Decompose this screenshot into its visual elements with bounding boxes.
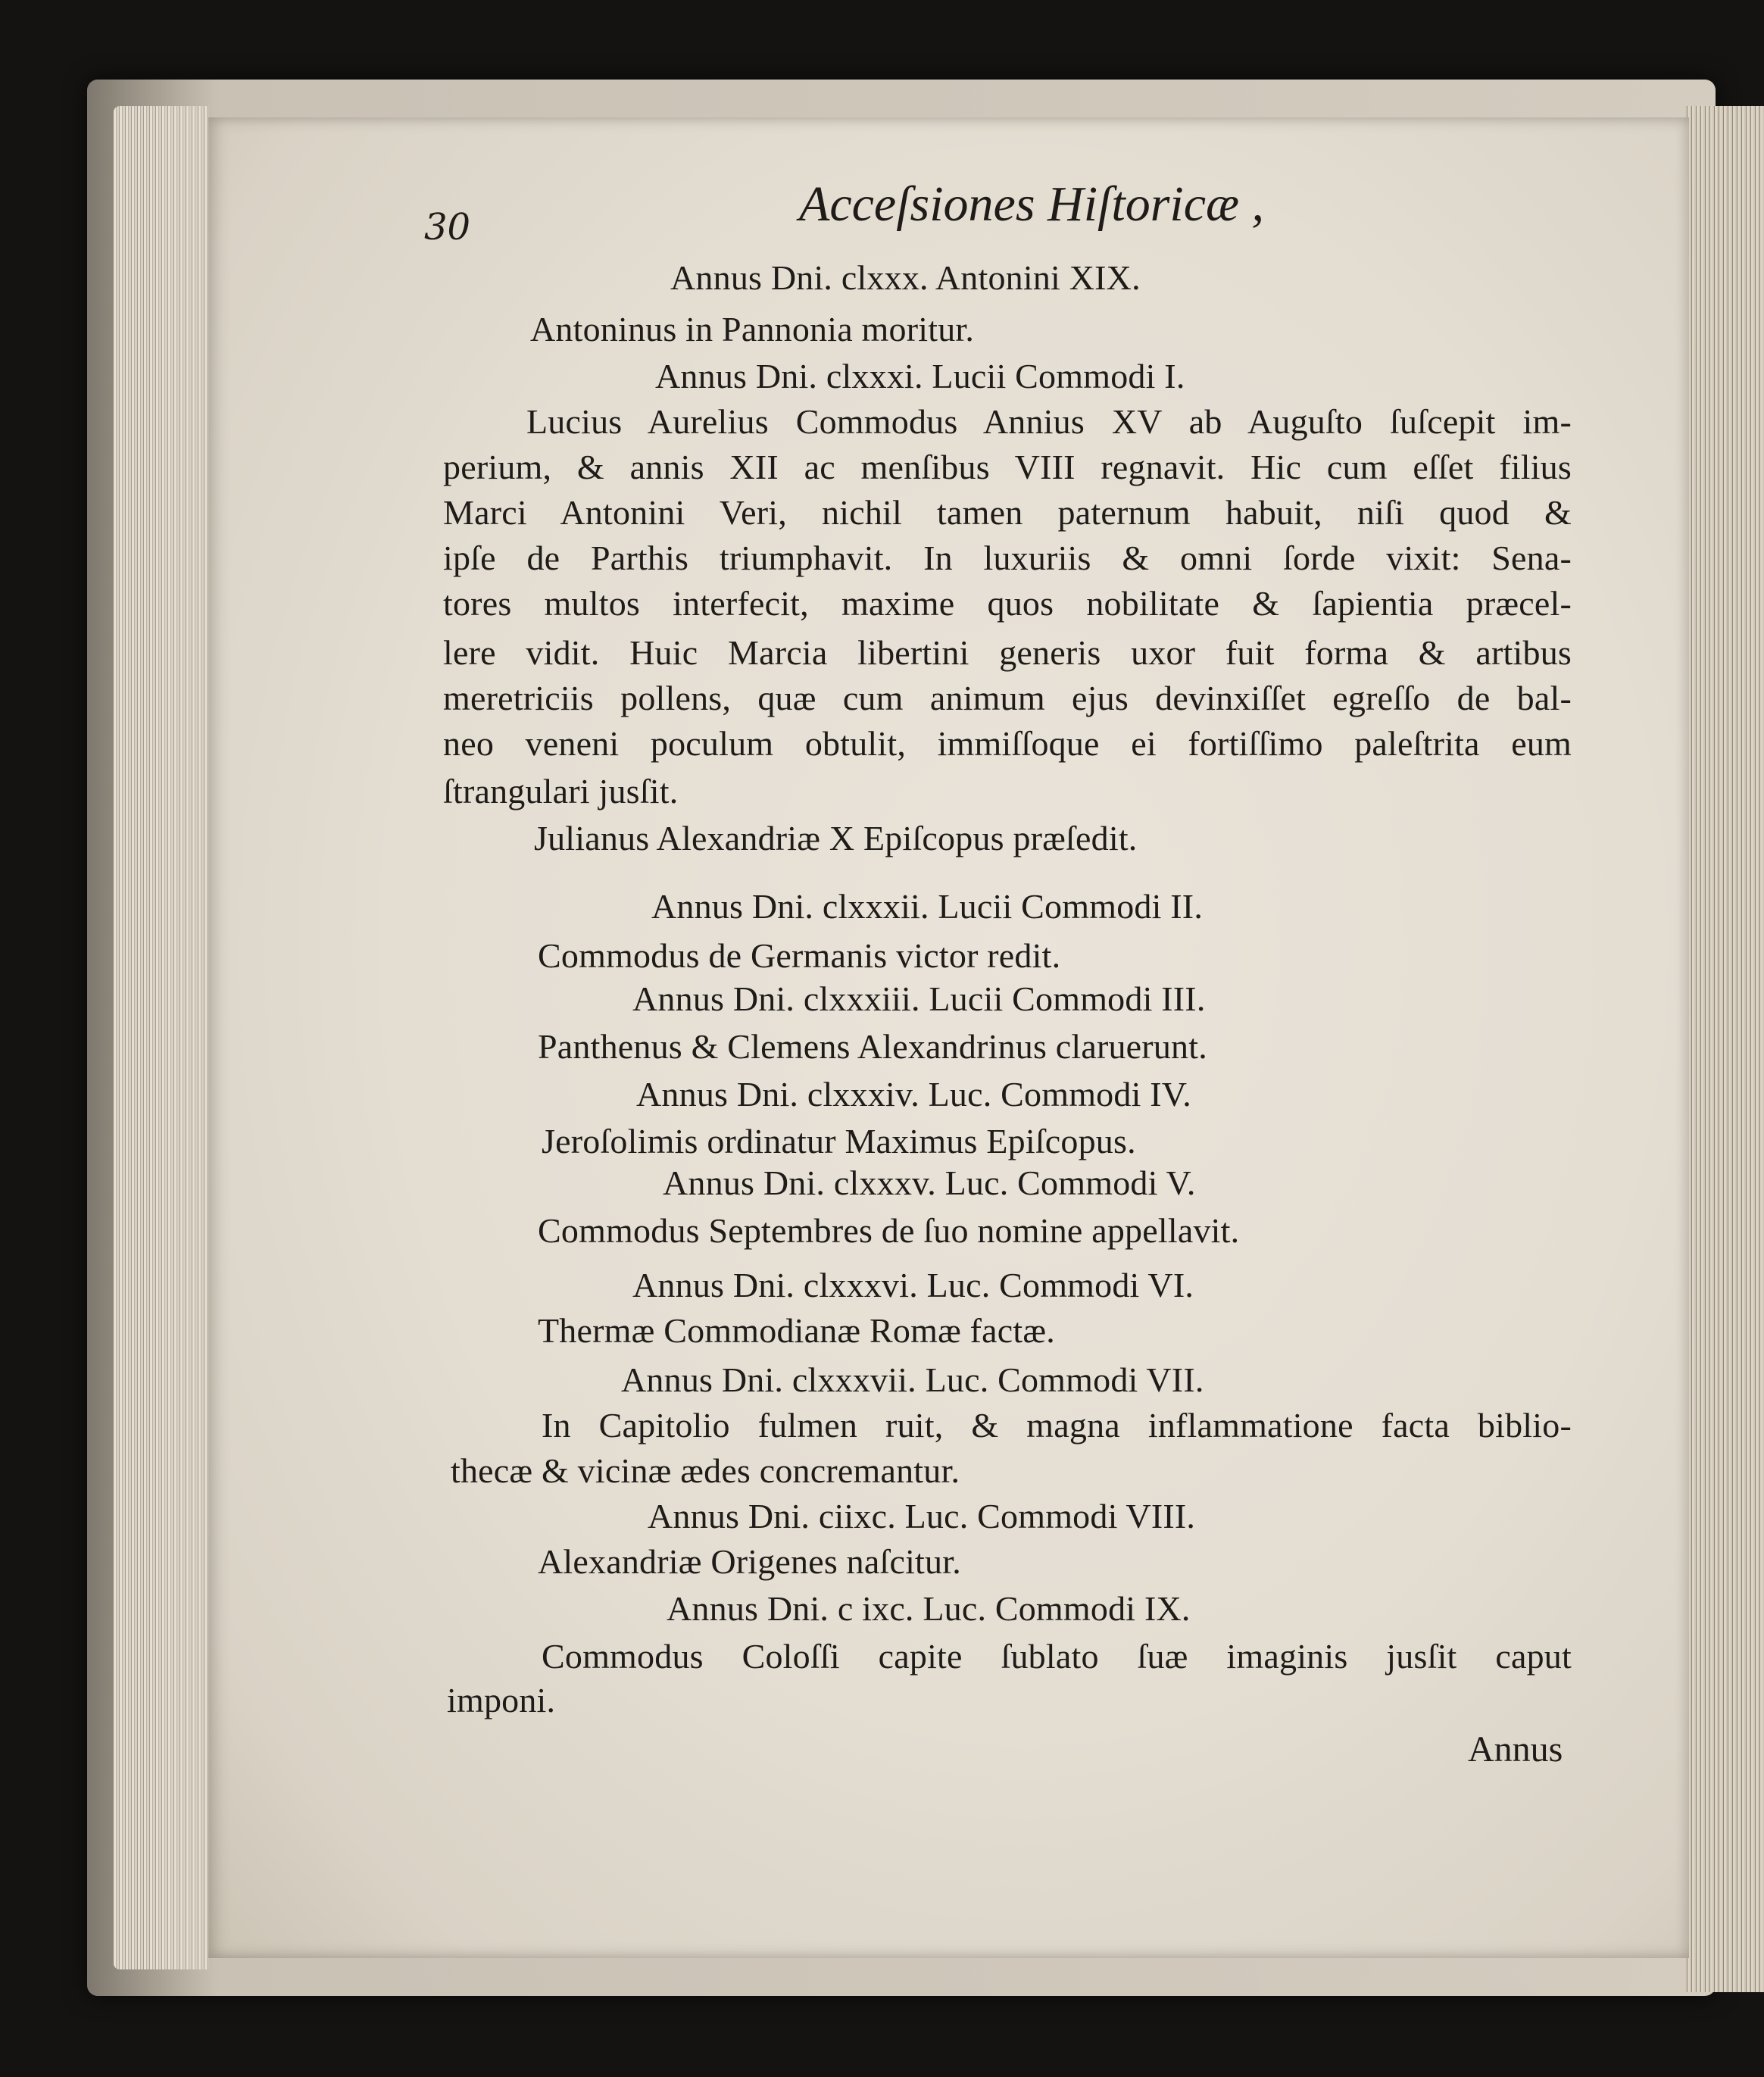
page-number: 30 xyxy=(424,206,471,248)
entry-line: Marci Antonini Veri, nichil tamen paternum habuit, niſi quod & xyxy=(443,493,1572,532)
entry-line: Commodus Coloſſi capite ſublato ſuæ imaginis jusſit caput xyxy=(542,1637,1572,1676)
year-heading: Annus Dni. ciixc. Luc. Commodi VIII. xyxy=(648,1497,1196,1535)
year-heading: Annus Dni. clxxxvi. Luc. Commodi VI. xyxy=(632,1266,1194,1304)
entry-line: lere vidit. Huic Marcia libertini generis uxor fuit forma & artibus xyxy=(443,633,1572,672)
year-heading: Annus Dni. clxxxiv. Luc. Commodi IV. xyxy=(636,1075,1191,1113)
running-title: Acceſsiones Hiſtoricæ , xyxy=(799,176,1265,232)
year-heading: Annus Dni. clxxxi. Lucii Commodi I. xyxy=(655,357,1185,395)
entry-line: Panthenus & Clemens Alexandrinus claruerunt. xyxy=(538,1027,1207,1066)
entry-line: Thermæ Commodianæ Romæ factæ. xyxy=(538,1311,1055,1350)
entry-line: imponi. xyxy=(447,1681,556,1719)
entry-line: Jeroſolimis ordinatur Maximus Epiſcopus. xyxy=(542,1122,1136,1160)
page-edges-right xyxy=(1685,106,1764,1992)
entry-line: ſtrangulari jusſit. xyxy=(443,772,679,810)
entry-line: perium, & annis XII ac menſibus VIII regnavit. Hic cum eſſet filius xyxy=(443,448,1572,486)
entry-line: Antoninus in Pannonia moritur. xyxy=(530,310,975,348)
year-heading: Annus Dni. clxxxiii. Lucii Commodi III. xyxy=(632,979,1206,1018)
entry-line: neo veneni poculum obtulit, immiſſoque ei fortiſſimo paleſtrita eum xyxy=(443,724,1572,763)
entry-line: ipſe de Parthis triumphavit. In luxuriis & omni ſorde vixit: Sena- xyxy=(443,539,1572,577)
year-heading: Annus Dni. clxxxvii. Luc. Commodi VII. xyxy=(621,1360,1204,1399)
entry-line: thecæ & vicinæ ædes concremantur. xyxy=(451,1451,960,1490)
year-heading: Annus Dni. clxxxii. Lucii Commodi II. xyxy=(651,887,1204,926)
entry-line: meretriciis pollens, quæ cum animum ejus devinxiſſet egreſſo de bal- xyxy=(443,679,1572,717)
entry-line: In Capitolio fulmen ruit, & magna inflammatione facta biblio- xyxy=(542,1406,1572,1445)
year-heading: Annus Dni. clxxx. Antonini XIX. xyxy=(670,258,1141,297)
year-heading: Annus Dni. clxxxv. Luc. Commodi V. xyxy=(663,1163,1196,1202)
year-heading: Annus Dni. c ixc. Luc. Commodi IX. xyxy=(667,1589,1191,1628)
entry-line: Alexandriæ Origenes naſcitur. xyxy=(538,1542,961,1581)
entry-line: Lucius Aurelius Commodus Annius XV ab Auguſto ſuſcepit im- xyxy=(526,402,1572,441)
entry-line: Commodus de Germanis victor redit. xyxy=(538,936,1061,975)
entry-line: tores multos interfecit, maxime quos nobilitate & ſapientia præcel- xyxy=(443,584,1572,623)
page-edges-left xyxy=(114,106,208,1969)
entry-line: Julianus Alexandriæ X Epiſcopus præſedit. xyxy=(534,819,1138,857)
entry-line: Commodus Septembres de ſuo nomine appellavit. xyxy=(538,1211,1240,1250)
catchword: Annus xyxy=(1468,1729,1563,1769)
